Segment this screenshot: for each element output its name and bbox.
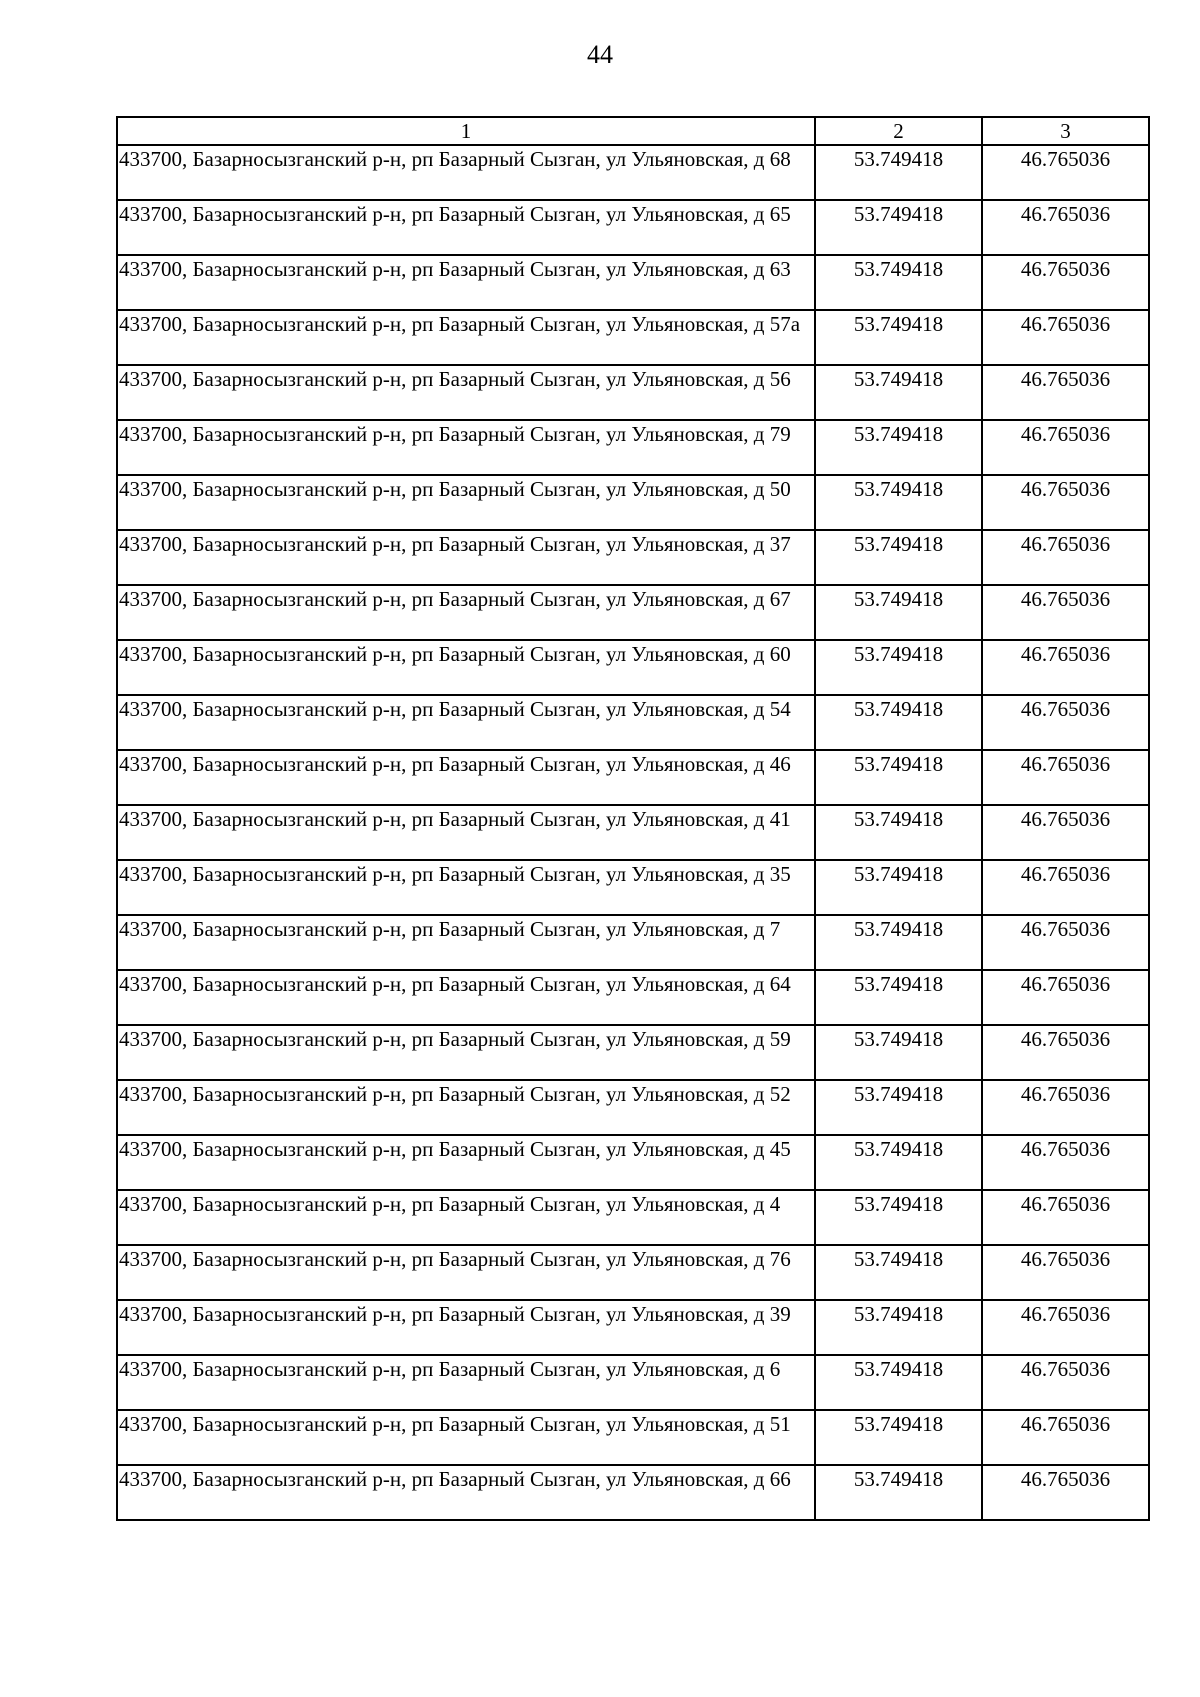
latitude-cell: 53.749418 xyxy=(815,970,982,1025)
longitude-cell: 46.765036 xyxy=(982,1465,1149,1520)
longitude-cell: 46.765036 xyxy=(982,1245,1149,1300)
address-cell: 433700, Базарносызганский р-н, рп Базарный Сызган, ул Ульяновская, д 54 xyxy=(117,695,815,750)
table-row xyxy=(117,420,1149,475)
latitude-cell: 53.749418 xyxy=(815,1410,982,1465)
table-row xyxy=(117,530,1149,585)
latitude-cell: 53.749418 xyxy=(815,255,982,310)
latitude-cell: 53.749418 xyxy=(815,1190,982,1245)
address-cell: 433700, Базарносызганский р-н, рп Базарный Сызган, ул Ульяновская, д 67 xyxy=(117,585,815,640)
address-cell: 433700, Базарносызганский р-н, рп Базарный Сызган, ул Ульяновская, д 63 xyxy=(117,255,815,310)
longitude-cell: 46.765036 xyxy=(982,1080,1149,1135)
latitude-cell: 53.749418 xyxy=(815,640,982,695)
latitude-cell: 53.749418 xyxy=(815,695,982,750)
table-body xyxy=(117,145,1149,1520)
longitude-cell: 46.765036 xyxy=(982,1135,1149,1190)
latitude-cell: 53.749418 xyxy=(815,1135,982,1190)
address-cell: 433700, Базарносызганский р-н, рп Базарный Сызган, ул Ульяновская, д 57а xyxy=(117,310,815,365)
address-cell: 433700, Базарносызганский р-н, рп Базарный Сызган, ул Ульяновская, д 45 xyxy=(117,1135,815,1190)
longitude-cell: 46.765036 xyxy=(982,145,1149,200)
longitude-cell: 46.765036 xyxy=(982,1300,1149,1355)
longitude-cell: 46.765036 xyxy=(982,695,1149,750)
longitude-cell: 46.765036 xyxy=(982,310,1149,365)
address-cell: 433700, Базарносызганский р-н, рп Базарный Сызган, ул Ульяновская, д 4 xyxy=(117,1190,815,1245)
table-row xyxy=(117,1080,1149,1135)
address-cell: 433700, Базарносызганский р-н, рп Базарный Сызган, ул Ульяновская, д 50 xyxy=(117,475,815,530)
longitude-cell: 46.765036 xyxy=(982,420,1149,475)
table-row xyxy=(117,860,1149,915)
longitude-cell: 46.765036 xyxy=(982,1025,1149,1080)
longitude-cell: 46.765036 xyxy=(982,750,1149,805)
latitude-cell: 53.749418 xyxy=(815,145,982,200)
table-row xyxy=(117,805,1149,860)
latitude-cell: 53.749418 xyxy=(815,420,982,475)
latitude-cell: 53.749418 xyxy=(815,860,982,915)
address-cell: 433700, Базарносызганский р-н, рп Базарный Сызган, ул Ульяновская, д 7 xyxy=(117,915,815,970)
latitude-cell: 53.749418 xyxy=(815,310,982,365)
table-row xyxy=(117,695,1149,750)
latitude-cell: 53.749418 xyxy=(815,530,982,585)
table-row xyxy=(117,1355,1149,1410)
table-row xyxy=(117,1190,1149,1245)
longitude-cell: 46.765036 xyxy=(982,640,1149,695)
latitude-cell: 53.749418 xyxy=(815,1025,982,1080)
table-row xyxy=(117,915,1149,970)
longitude-cell: 46.765036 xyxy=(982,255,1149,310)
longitude-cell: 46.765036 xyxy=(982,805,1149,860)
address-cell: 433700, Базарносызганский р-н, рп Базарный Сызган, ул Ульяновская, д 64 xyxy=(117,970,815,1025)
address-cell: 433700, Базарносызганский р-н, рп Базарный Сызган, ул Ульяновская, д 66 xyxy=(117,1465,815,1520)
table-row xyxy=(117,750,1149,805)
table-row xyxy=(117,365,1149,420)
address-cell: 433700, Базарносызганский р-н, рп Базарный Сызган, ул Ульяновская, д 37 xyxy=(117,530,815,585)
address-cell: 433700, Базарносызганский р-н, рп Базарный Сызган, ул Ульяновская, д 41 xyxy=(117,805,815,860)
longitude-cell: 46.765036 xyxy=(982,1190,1149,1245)
longitude-cell: 46.765036 xyxy=(982,1355,1149,1410)
table-row xyxy=(117,1245,1149,1300)
address-cell: 433700, Базарносызганский р-н, рп Базарный Сызган, ул Ульяновская, д 76 xyxy=(117,1245,815,1300)
table-row xyxy=(117,1410,1149,1465)
column-header-3: 3 xyxy=(982,117,1149,145)
table-row xyxy=(117,1025,1149,1080)
latitude-cell: 53.749418 xyxy=(815,915,982,970)
longitude-cell: 46.765036 xyxy=(982,475,1149,530)
longitude-cell: 46.765036 xyxy=(982,365,1149,420)
longitude-cell: 46.765036 xyxy=(982,585,1149,640)
table-row xyxy=(117,1465,1149,1520)
longitude-cell: 46.765036 xyxy=(982,860,1149,915)
table-row xyxy=(117,640,1149,695)
address-table xyxy=(116,116,1150,1521)
longitude-cell: 46.765036 xyxy=(982,1410,1149,1465)
column-header-1: 1 xyxy=(117,117,815,145)
table-row xyxy=(117,310,1149,365)
latitude-cell: 53.749418 xyxy=(815,1355,982,1410)
table-header-row xyxy=(117,117,1149,145)
address-cell: 433700, Базарносызганский р-н, рп Базарный Сызган, ул Ульяновская, д 6 xyxy=(117,1355,815,1410)
page-number: 44 xyxy=(587,40,613,69)
address-cell: 433700, Базарносызганский р-н, рп Базарный Сызган, ул Ульяновская, д 60 xyxy=(117,640,815,695)
longitude-cell: 46.765036 xyxy=(982,915,1149,970)
latitude-cell: 53.749418 xyxy=(815,750,982,805)
latitude-cell: 53.749418 xyxy=(815,1080,982,1135)
address-cell: 433700, Базарносызганский р-н, рп Базарный Сызган, ул Ульяновская, д 52 xyxy=(117,1080,815,1135)
address-cell: 433700, Базарносызганский р-н, рп Базарный Сызган, ул Ульяновская, д 35 xyxy=(117,860,815,915)
longitude-cell: 46.765036 xyxy=(982,970,1149,1025)
latitude-cell: 53.749418 xyxy=(815,1465,982,1520)
latitude-cell: 53.749418 xyxy=(815,1245,982,1300)
column-header-2: 2 xyxy=(815,117,982,145)
table-row xyxy=(117,1135,1149,1190)
table-row xyxy=(117,1300,1149,1355)
table-row xyxy=(117,475,1149,530)
address-cell: 433700, Базарносызганский р-н, рп Базарный Сызган, ул Ульяновская, д 59 xyxy=(117,1025,815,1080)
address-cell: 433700, Базарносызганский р-н, рп Базарный Сызган, ул Ульяновская, д 68 xyxy=(117,145,815,200)
latitude-cell: 53.749418 xyxy=(815,805,982,860)
table-row xyxy=(117,200,1149,255)
latitude-cell: 53.749418 xyxy=(815,585,982,640)
address-cell: 433700, Базарносызганский р-н, рп Базарный Сызган, ул Ульяновская, д 56 xyxy=(117,365,815,420)
latitude-cell: 53.749418 xyxy=(815,1300,982,1355)
longitude-cell: 46.765036 xyxy=(982,530,1149,585)
address-cell: 433700, Базарносызганский р-н, рп Базарный Сызган, ул Ульяновская, д 39 xyxy=(117,1300,815,1355)
latitude-cell: 53.749418 xyxy=(815,200,982,255)
latitude-cell: 53.749418 xyxy=(815,365,982,420)
latitude-cell: 53.749418 xyxy=(815,475,982,530)
address-cell: 433700, Базарносызганский р-н, рп Базарный Сызган, ул Ульяновская, д 79 xyxy=(117,420,815,475)
table-row xyxy=(117,255,1149,310)
address-cell: 433700, Базарносызганский р-н, рп Базарный Сызган, ул Ульяновская, д 51 xyxy=(117,1410,815,1465)
longitude-cell: 46.765036 xyxy=(982,200,1149,255)
address-cell: 433700, Базарносызганский р-н, рп Базарный Сызган, ул Ульяновская, д 65 xyxy=(117,200,815,255)
address-cell: 433700, Базарносызганский р-н, рп Базарный Сызган, ул Ульяновская, д 46 xyxy=(117,750,815,805)
table-row xyxy=(117,145,1149,200)
table-row xyxy=(117,970,1149,1025)
table-row xyxy=(117,585,1149,640)
